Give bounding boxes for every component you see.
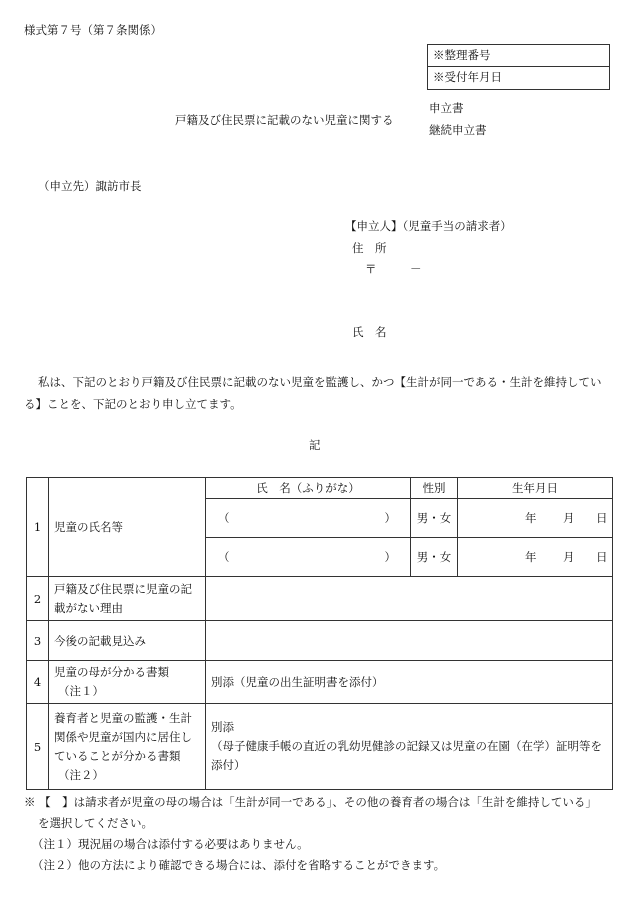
row-number: 4: [27, 661, 49, 704]
child-name-field-1[interactable]: [206, 499, 411, 538]
day-label: 日: [596, 511, 608, 525]
year-label: 年: [525, 511, 537, 525]
custody-docs-value-2: （母子健康手帳の直近の乳幼児健診の記録又は児童の在園（在学）証明等を添付）: [211, 739, 602, 772]
table-row: [27, 661, 613, 704]
paren-close: ）: [384, 550, 396, 564]
child-name-field-2[interactable]: [206, 538, 411, 577]
reason-field[interactable]: [206, 577, 613, 621]
mother-docs-label: 児童の母が分かる書類: [54, 665, 169, 679]
row-number: 5: [27, 704, 49, 790]
year-label: 年: [525, 550, 537, 564]
statement-line-1: 私は、下記のとおり戸籍及び住民票に記載のない児童を監護し、かつ【生計が同一である・生計を維持してい: [38, 375, 602, 389]
title-option-continuation: 継続申立書: [429, 123, 487, 137]
details-table: [26, 477, 613, 790]
dob-field-1[interactable]: [458, 499, 613, 538]
row-label-outlook: 今後の記載見込み: [49, 621, 206, 661]
custody-docs-value: [206, 704, 613, 790]
header-sex: 性別: [411, 478, 458, 499]
address-label: 住 所: [352, 241, 387, 255]
receipt-date-label: ※受付年月日: [428, 66, 609, 88]
postal-dash: －: [410, 262, 422, 276]
table-row: [27, 704, 613, 790]
row-number: 3: [27, 621, 49, 661]
custody-docs-value-1: 別添: [211, 720, 234, 734]
header-dob: 生年月日: [458, 478, 613, 499]
reference-number-label: ※整理番号: [433, 48, 491, 62]
footnote-note-2: （注２）他の方法により確認できる場合には、添付を省略することができます。: [32, 858, 446, 872]
table-row: [27, 577, 613, 621]
paren-close: ）: [384, 511, 396, 525]
custody-docs-note: （注２）: [58, 767, 104, 782]
header-name: 氏 名（ふりがな）: [206, 478, 411, 499]
dob-field-2[interactable]: [458, 538, 613, 577]
addressee: （申立先）諏訪市長: [38, 179, 142, 193]
postal-mark: 〒: [365, 262, 377, 276]
row-number: 1: [27, 478, 49, 577]
mother-docs-value: 別添（児童の出生証明書を添付）: [206, 661, 613, 704]
row-label-child-name: 児童の氏名等: [49, 478, 206, 577]
document-title: 戸籍及び住民票に記載のない児童に関する: [175, 113, 394, 127]
footnote-star-b: を選択してください。: [38, 816, 153, 830]
month-label: 月: [563, 550, 575, 564]
custody-docs-label: 養育者と児童の監護・生計関係や児童が国内に居住していることが分かる書類: [54, 710, 192, 763]
row-number: 2: [27, 577, 49, 621]
mother-docs-note: （注１）: [58, 684, 104, 698]
row-label-custody-docs: [49, 704, 206, 790]
month-label: 月: [563, 511, 575, 525]
day-label: 日: [596, 550, 608, 564]
outlook-field[interactable]: [206, 621, 613, 661]
sex-field-1[interactable]: 男・女: [411, 499, 458, 538]
name-label: 氏 名: [352, 325, 387, 339]
table-row: [27, 621, 613, 661]
ki-heading: 記: [309, 438, 321, 452]
footnote-note-1: （注１）現況届の場合は添付する必要はありません。: [32, 837, 309, 851]
row-label-mother-docs: [49, 661, 206, 704]
table-row: [27, 478, 613, 499]
paren-open: （: [218, 511, 230, 525]
applicant-heading: 【申立人】（児童手当の請求者）: [345, 219, 512, 233]
paren-open: （: [218, 550, 230, 564]
form-number: 様式第７号（第７条関係）: [24, 23, 162, 37]
statement-line-2: る】ことを、下記のとおり申し立てます。: [24, 397, 242, 411]
sex-field-2[interactable]: 男・女: [411, 538, 458, 577]
row-label-reason: 戸籍及び住民票に児童の記載がない理由: [49, 577, 206, 621]
title-option-application: 申立書: [429, 101, 464, 115]
footnote-star-a: ※ 【 】は請求者が児童の母の場合は「生計が同一である」、その他の養育者の場合は「生計を維持している」: [24, 795, 597, 809]
office-use-box: [427, 44, 610, 90]
